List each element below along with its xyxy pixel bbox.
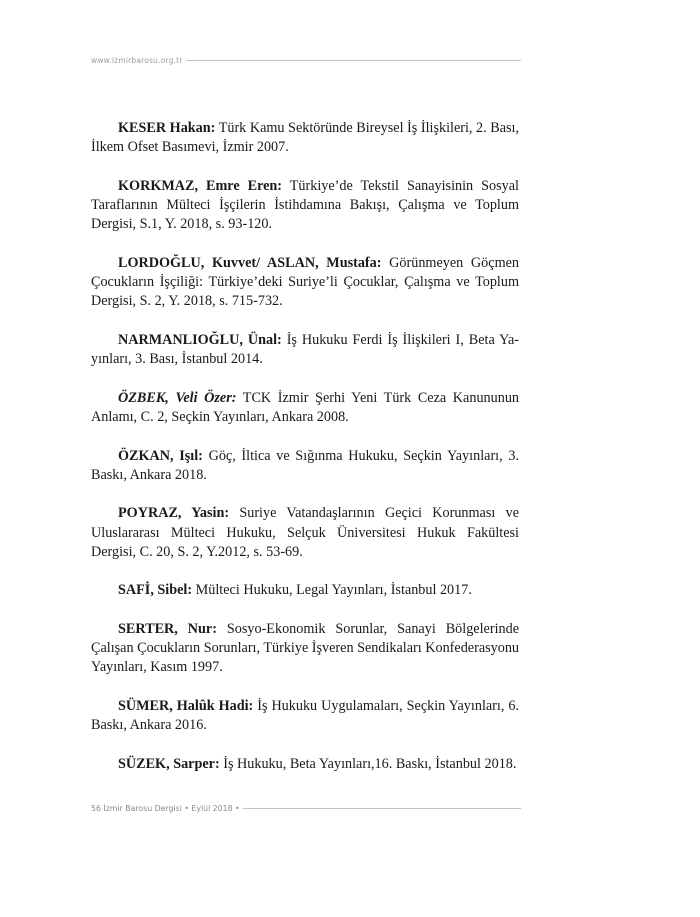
reference-text: Mülteci Hukuku, Legal Yayınları, İstanbul 2017. [192, 582, 472, 599]
reference-text: Türk Kamu Sektöründe Bireysel İş İlişkileri, 2. Bası, İlkem Ofset Basımevi, İzmir 2007. [91, 120, 520, 156]
page-footer [91, 801, 521, 815]
reference-text: İş Hukuku Uygulamaları, Seçkin Yayınları, 6. Baskı, Ankara 2016. [91, 697, 519, 734]
reference-list [91, 119, 519, 793]
reference-entry [91, 119, 519, 158]
reference-author: POYRAZ, Yasin: [118, 505, 230, 522]
reference-entry [91, 581, 519, 600]
reference-entry [91, 389, 519, 428]
reference-text: Görünmeyen Göçmen Çocukların İşçiliği: Türkiye’deki Suriye’li Çocuklar, Çalışma ve Toplum Dergisi, S. 2, Y. 2018, s. 715-732. [91, 254, 519, 310]
reference-author: SÜZEK, Sarper: [118, 755, 220, 772]
reference-author: KORKMAZ, Emre Eren: [118, 177, 283, 194]
reference-entry [91, 620, 519, 678]
reference-text: Türkiye’de Tekstil Sanayisinin Sosyal Taraflarının Mülteci İşçilerin İstihdamına Bakışı, Çalışma ve Toplum Dergisi, S.1, Y. 2018, s. 93-120. [91, 177, 519, 233]
reference-entry [91, 331, 519, 370]
reference-author: SERTER, Nur: [118, 620, 217, 637]
header-url: www.izmirbarosu.org.tr [91, 55, 183, 65]
reference-text: Sosyo-Ekonomik Sorunlar, Sanayi Bölgelerinde Çalışan Çocukların Sorunları, Türkiye İşveren Sendikaları Konfederasyonu Yayınları, Kasım 1997. [91, 620, 520, 676]
footer-rule [243, 808, 521, 809]
reference-text: Göç, İltica ve Sığınma Hukuku, Seçkin Yayınları, 3. Baskı, Ankara 2018. [91, 447, 519, 483]
reference-entry [91, 447, 519, 486]
reference-author: NARMANLIOĞLU, Ünal: [118, 331, 282, 348]
page-header [91, 54, 521, 66]
reference-entry [91, 755, 519, 774]
reference-text: İş Hukuku, Beta Yayınları,16. Baskı, İstanbul 2018. [219, 755, 517, 772]
reference-entry [91, 177, 519, 235]
reference-author: SAFİ, Sibel: [118, 582, 193, 599]
reference-entry [91, 504, 519, 562]
header-rule [186, 60, 521, 61]
reference-entry [91, 697, 519, 736]
footer-text: 56 İzmir Barosu Dergisi • Eylül 2018 • [91, 803, 240, 813]
reference-author: KESER Hakan: [118, 120, 216, 136]
reference-author: LORDOĞLU, Kuvvet/ ASLAN, Mustafa: [118, 254, 382, 271]
reference-entry [91, 254, 519, 312]
reference-author: ÖZBEK, Veli Özer: [118, 389, 237, 406]
reference-text: Suriye Vatandaşlarının Geçici Korunması ve Uluslararası Mülteci Hukuku, Selçuk Üniversitesi Hukuk Fakültesi Dergisi, C. 20, S. 2, Y.2012, s. 53-69. [91, 505, 519, 560]
reference-text: İş Hukuku Ferdi İş İlişkileri I, Beta Yayınları, 3. Bası, İstanbul 2014. [91, 331, 520, 368]
reference-author: SÜMER, Halûk Hadi: [118, 697, 254, 714]
reference-author: ÖZKAN, Işıl: [118, 447, 203, 464]
reference-text: TCK İzmir Şerhi Yeni Türk Ceza Kanununun Anlamı, C. 2, Seçkin Yayınları, Ankara 2008. [91, 389, 520, 426]
